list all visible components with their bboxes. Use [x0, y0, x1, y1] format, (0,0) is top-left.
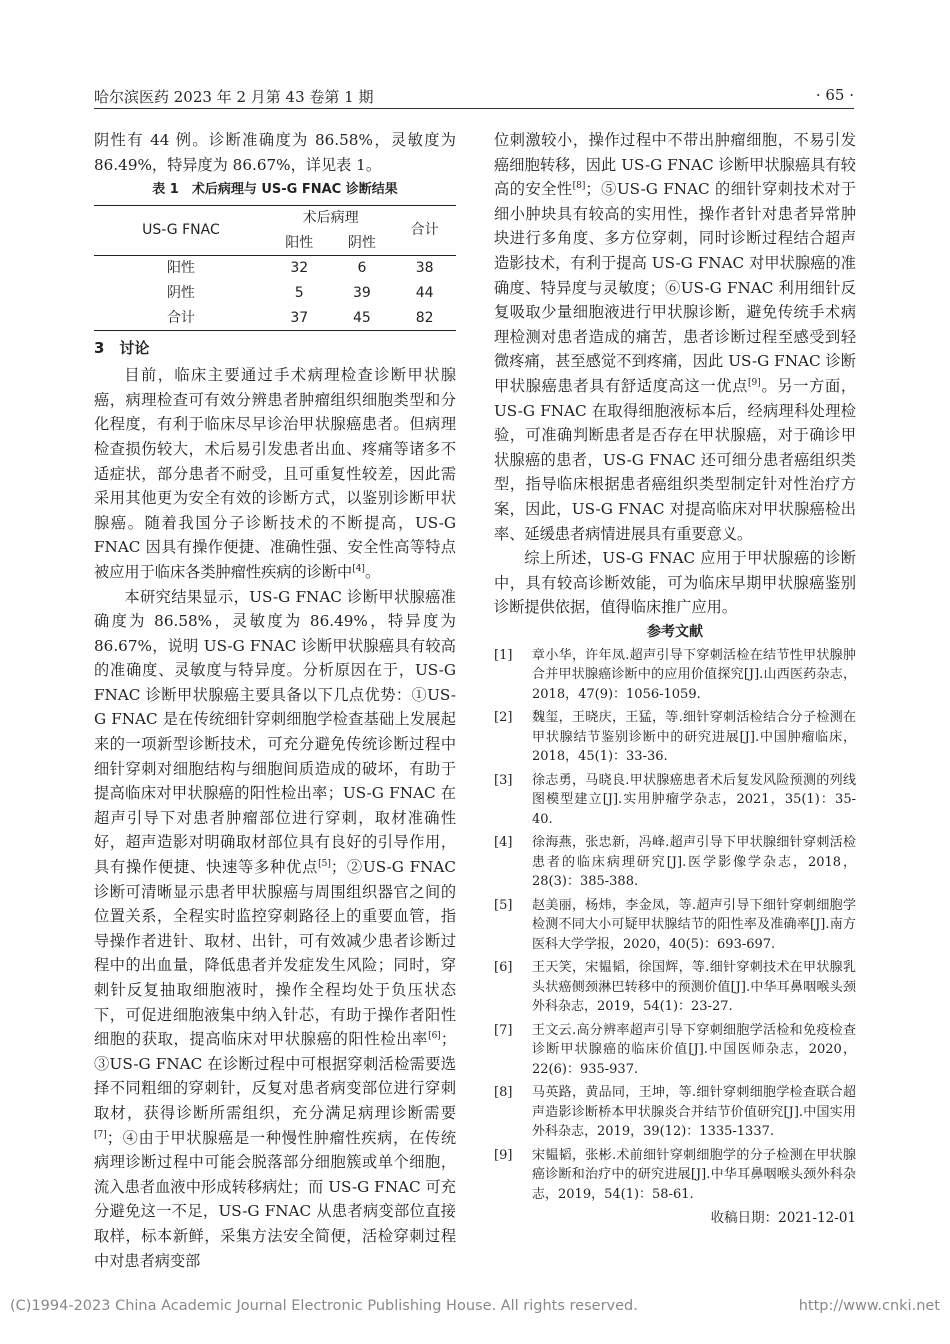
table-group-header	[268, 206, 393, 231]
table-total-header: 合计	[393, 206, 456, 256]
citation: [5]	[318, 858, 331, 869]
reference-item	[494, 646, 856, 705]
paragraph-text: 。	[364, 562, 381, 581]
citation: [8]	[572, 181, 586, 192]
paragraph	[494, 128, 856, 546]
reference-item	[494, 771, 856, 830]
table-cell: 阴性	[166, 284, 195, 301]
left-column	[94, 128, 456, 1273]
reference-item	[494, 833, 856, 892]
section-title: 3 讨论	[94, 339, 150, 358]
paragraph-text: 目前，临床主要通过手术病理检查诊断甲状腺癌，病理检查可有效分辨患者肿瘤组织细胞类型和分化程度，有利于临床尽早诊治甲状腺癌患者。但病理检查损伤较大，术后易引发患者出血、疼痛等诸多不适症状，部分患者不耐受，且可重复性较差，因此需采用其他更为安全有效的诊断方式，以鉴别诊断甲状腺癌。随着我国分子诊断技术的不断提高，US-G FNAC 因具有操作便捷、准确性强、安全性高等特点被应用于临床各类肿瘤性疾病的诊断中	[94, 366, 456, 581]
reference-text: 赵美丽，杨炜，李金凤，等.超声引导下细针穿刺细胞学检测不同大小可疑甲状腺结节的阳性率及准确率[J].南方医科大学学报，2020，40(5)：693-697.	[532, 897, 856, 952]
page-number: · 65 ·	[815, 86, 854, 104]
table-cell: 45	[331, 306, 394, 331]
table-cell: 37	[268, 306, 331, 331]
reference-number: [2]	[494, 710, 513, 726]
table-group-label: 术后病理	[302, 210, 359, 227]
table-row	[94, 256, 456, 281]
paragraph-text: ；③US-G FNAC 在诊断过程中可根据穿刺活检需要选择不同粗细的穿刺针，反复对患者病变部位进行穿刺取材，获得诊断所需组织，充分满足病理诊断需要	[94, 1030, 456, 1122]
footer	[10, 1298, 940, 1314]
reference-number: [6]	[494, 960, 513, 976]
paragraph-text: ；②US-G FNAC 诊断可清晰显示患者甲状腺癌与周围组织器官之间的位置关系，全程实时监控穿刺路径上的重要血管，指导操作者进针、取材、出针，可有效减少患者诊断过程中的出血量，降低患者并发症发生风险；同时，穿刺针反复抽取细胞液时，操作全程均处于负压状态下，可促进细胞液集中纳入针芯，有助于操作者阳性细胞的获取，提高临床对甲状腺癌的阳性检出率	[94, 858, 456, 1049]
paragraph-text: 。另一方面，US-G FNAC 在取得细胞液标本后，经病理科处理检验，可准确判断患者是否存在甲状腺癌，对于确诊甲状腺癌的患者，US-G FNAC 还可细分患者癌组织类型，指导临床根据患者癌组织类型制定针对性治疗方案，因此，US-G FNAC 对提高临床对甲状腺癌检出率、延缓患者病情进展具有重要意义。	[494, 376, 856, 543]
reference-text: 章小华，许年凤.超声引导下穿刺活检在结节性甲状腺肿合并甲状腺癌诊断中的应用价值探究[J].山西医药杂志，2018，47(9)：1056-1059.	[532, 647, 856, 702]
table-cell: 39	[353, 284, 371, 301]
table-row	[94, 281, 456, 306]
footer-url: http://www.cnki.net	[798, 1298, 940, 1314]
reference-text: 宋韫韬，张彬.术前细针穿刺细胞学的分子检测在甲状腺癌诊断和治疗中的研究进展[J].中华耳鼻咽喉头颈外科杂志，2019，54(1)：58-61.	[532, 1147, 856, 1202]
reference-number: [3]	[494, 772, 513, 788]
table-cell: 38	[415, 260, 434, 277]
paragraph-text: 本研究结果显示，US-G FNAC 诊断甲状腺癌准确度为 86.58%，灵敏度为 86.49%，特异度为 86.67%，说明 US-G FNAC 诊断甲状腺癌具有较高的准确度、灵敏度与特异度。分析原因在于，US-G FNAC 诊断甲状腺癌主要具备以下几点优势：①US-G FNAC 是在传统细针穿刺细胞学检查基础上发展起来的一项新型诊断技术，可充分避免传统诊断过程中细针穿刺对细胞结构与细胞间质造成的破坏，有助于提高临床对甲状腺癌的阳性检出率；US-G FNAC 在超声引导下对患者肿瘤部位进行穿刺，取材准确性好，超声造影对明确取材部位具有良好的引导作用，具有操作便捷、快速等多种优点	[94, 587, 456, 877]
reference-text: 马英路，黄品同，王坤，等.细针穿刺细胞学检查联合超声造影诊断桥本甲状腺炎合并结节价值研究[J].中国实用外科杂志，2019，39(12)：1335-1337.	[532, 1085, 856, 1140]
citation: [4]	[352, 563, 365, 574]
reference-number: [9]	[494, 1147, 513, 1163]
references-list	[494, 646, 856, 1205]
references-title: 参考文献	[647, 623, 703, 640]
paragraph-text: ；④由于甲状腺癌是一种慢性肿瘤性疾病，在传统病理诊断过程中可能会脱落部分细胞簇或单个细胞，流入患者血液中形成转移病灶；而 US-G FNAC 可充分避免这一不足，US-G FNAC 从患者病变部位直接取样，标本新鲜，采集方法安全简便，活检穿刺过程中对患者病变部	[94, 1128, 456, 1270]
reference-number: [8]	[494, 1085, 513, 1101]
reference-text: 王天笑，宋韫韬，徐国辉，等.细针穿刺技术在甲状腺乳头状癌侧颈淋巴转移中的预测价值[J].中华耳鼻咽喉头颈外科杂志，2019，54(1)：23-27.	[532, 960, 856, 1015]
reference-number: [1]	[494, 647, 513, 663]
table-cell: 32	[290, 260, 309, 277]
citation: [9]	[748, 377, 761, 388]
table-cell: 44	[415, 284, 434, 301]
reference-item	[494, 708, 856, 767]
table-cell: 82	[393, 306, 456, 331]
table-cell: 5	[294, 284, 304, 301]
reference-number: [4]	[494, 835, 513, 851]
reference-item	[494, 1146, 856, 1205]
paragraph	[94, 363, 456, 584]
reference-item	[494, 958, 856, 1017]
intro-paragraph: 阴性有 44 例。诊断准确度为 86.58%，灵敏度为 86.49%，特异度为 86.67%，详见表 1。	[94, 131, 456, 174]
table-cell: 合计	[94, 306, 268, 331]
right-column	[494, 128, 856, 1228]
reference-item	[494, 1021, 856, 1080]
paragraph-text: ；⑤US-G FNAC 的细针穿刺技术对于细小肿块具有较高的实用性，操作者针对患者异常肿块进行多角度、多方位穿刺，同时诊断过程结合超声造影技术，有利于提高 US-G FNAC 对甲状腺癌的准确度、特异度与灵敏度；⑥US-G FNAC 利用细针反复吸取少量细胞液进行甲状腺诊断，避免传统手术病理检测对患者造成的痛苦，患者诊断过程至感受到轻微疼痛，甚至感觉不到疼痛，因此 US-G FNAC 诊断甲状腺癌患者具有舒适度高这一优点	[494, 180, 857, 395]
table-col-negative: 阴性	[331, 231, 394, 256]
paragraph	[94, 585, 456, 1274]
reference-item	[494, 1083, 856, 1142]
results-table	[94, 205, 456, 331]
table-cell: 6	[357, 260, 367, 277]
reference-number: [5]	[494, 897, 513, 913]
table-title: 表 1 术后病理与 US-G FNAC 诊断结果	[152, 182, 398, 198]
reference-text: 王文云.高分辨率超声引导下穿刺细胞学活检和免疫检查诊断甲状腺癌的临床价值[J].中国医师杂志，2020，22(6)：935-937.	[532, 1022, 856, 1077]
table-col-positive: 阳性	[268, 231, 331, 256]
reference-number: [7]	[494, 1022, 513, 1038]
reference-text: 魏玺，王晓庆，王猛，等.细针穿刺活检结合分子检测在甲状腺结节鉴别诊断中的研究进展[J].中国肿瘤临床，2018，45(1)：33-36.	[532, 710, 856, 765]
reference-item	[494, 896, 856, 955]
table-row	[94, 306, 456, 331]
received-date: 收稿日期：2021-12-01	[710, 1210, 856, 1227]
header-rule	[94, 108, 854, 109]
citation: [6]	[428, 1031, 441, 1042]
journal-header: 哈尔滨医药 2023 年 2 月第 43 卷第 1 期	[94, 88, 374, 106]
table-row-header: US-G FNAC	[94, 206, 268, 256]
copyright-notice: (C)1994-2023 China Academic Journal Electronic Publishing House. All rights reserved.	[10, 1298, 638, 1314]
table-cell: 阳性	[166, 260, 195, 277]
reference-text: 徐志勇，马晓良.甲状腺癌患者术后复发风险预测的列线图模型建立[J].实用肿瘤学杂志，2021，35(1)：35-40.	[532, 772, 856, 827]
reference-text: 徐海燕，张忠新，冯峰.超声引导下甲状腺细针穿刺活检患者的临床病理研究[J].医学影像学杂志，2018，28(3)：385-388.	[532, 835, 856, 890]
citation: [7]	[94, 1129, 107, 1140]
conclusion-paragraph: 综上所述，US-G FNAC 应用于甲状腺癌的诊断中，具有较高诊断效能，可为临床早期甲状腺癌鉴别诊断提供依据，值得临床推广应用。	[494, 549, 856, 617]
paragraph-text: 位刺激较小，操作过程中不带出肿瘤细胞，不易引发癌细胞转移，因此 US-G FNAC 诊断甲状腺癌具有较高的安全性	[494, 131, 856, 199]
